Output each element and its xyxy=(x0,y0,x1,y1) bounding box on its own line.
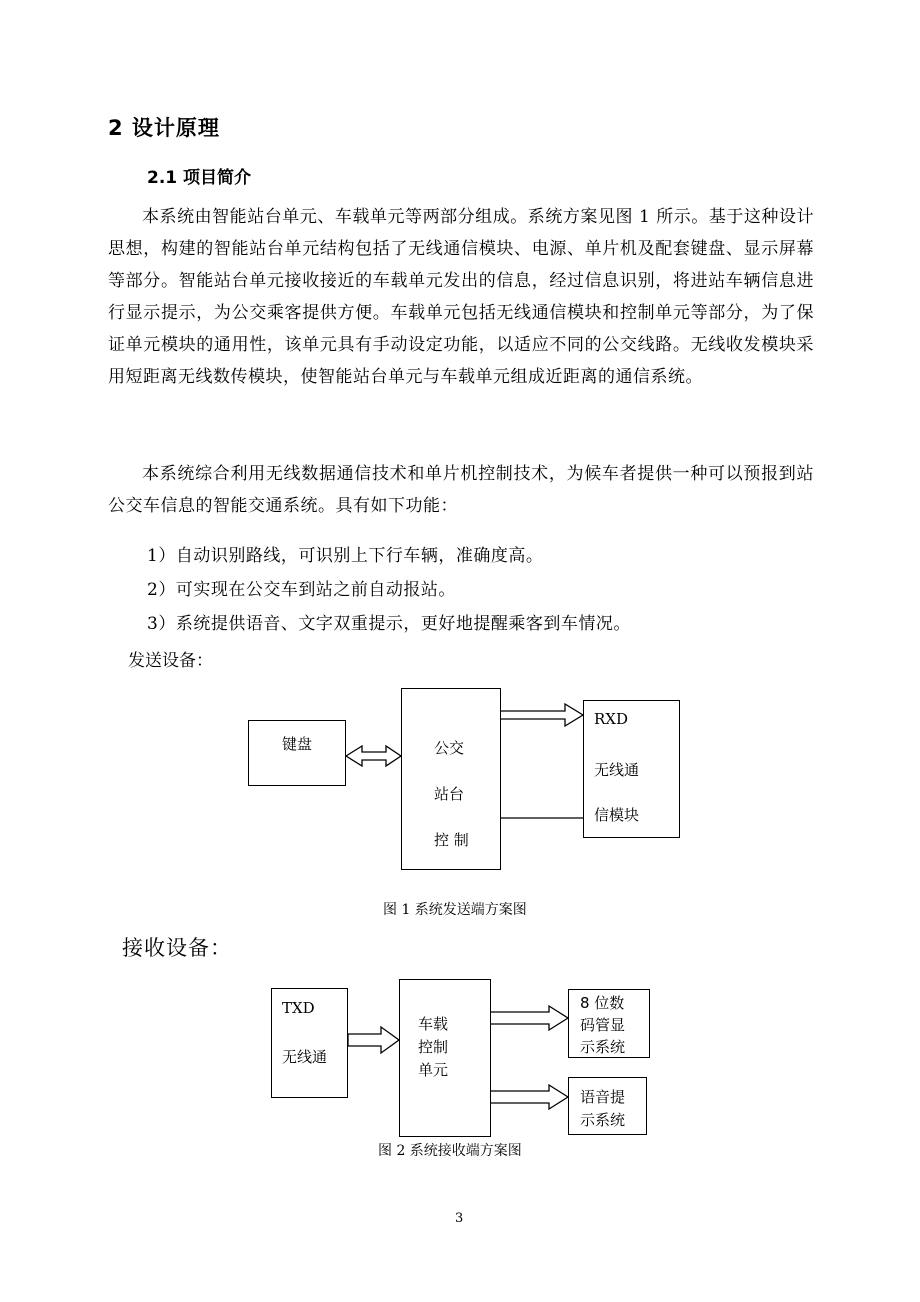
voice-line-2: 示系统 xyxy=(580,1111,626,1129)
fig2-arrow-to-voice xyxy=(490,1085,568,1109)
section-title: 2 设计原理 xyxy=(108,116,220,140)
wireless-module-box-send xyxy=(583,700,680,838)
txd-box xyxy=(271,988,348,1098)
txd-label: TXD xyxy=(282,999,315,1017)
station-control-box xyxy=(401,688,501,870)
station-control-line-3: 控 制 xyxy=(434,831,469,849)
figure1-caption: 图 1 系统发送端方案图 xyxy=(383,902,527,918)
fig1-arrow-to-rxd xyxy=(500,704,583,726)
send-device-label: 发送设备： xyxy=(128,651,213,671)
paragraph-1: 本系统由智能站台单元、车载单元等两部分组成。系统方案见图 1 所示。基于这种设计思想，构建的智能站台单元结构包括了无线通信模块、电源、单片机及配套键盘、显示屏幕等部分。智能站台单元接收接近的车载单元发出的信息，经过信息识别，将进站车辆信息进行显示提示，为公交乘客提供方便。车载单元包括无线通信模块和控制单元等部分，为了保证单元模块的通用性，该单元具有手动设定功能，以适应不同的公交线路。无线收发模块采用短距离无线数传模块，使智能站台单元与车载单元组成近距离的通信系统。 xyxy=(108,207,814,387)
receive-device-label: 接收设备： xyxy=(122,936,232,960)
digital-display-box xyxy=(568,989,650,1058)
keyboard-box xyxy=(248,720,346,786)
feature-item-2: 2）可实现在公交车到站之前自动报站。 xyxy=(147,580,456,600)
txd-wireless-label: 无线通 xyxy=(282,1048,328,1066)
fig2-arrow-to-control xyxy=(348,1027,399,1053)
digital-display-line-1: 8 位数 xyxy=(580,994,625,1012)
vehicle-control-line-1: 车载 xyxy=(418,1015,449,1033)
paragraph-2: 本系统综合利用无线数据通信技术和单片机控制技术，为候车者提供一种可以预报到站公交车信息的智能交通系统。具有如下功能： xyxy=(108,464,814,516)
vehicle-control-box xyxy=(399,979,491,1137)
feature-item-3: 3）系统提供语音、文字双重提示，更好地提醒乘客到车情况。 xyxy=(147,614,631,634)
station-control-line-2: 站台 xyxy=(434,785,465,803)
digital-display-line-2: 码管显 xyxy=(580,1016,626,1034)
digital-display-line-3: 示系统 xyxy=(580,1038,626,1056)
figure2-caption: 图 2 系统接收端方案图 xyxy=(378,1143,522,1159)
station-control-line-1: 公交 xyxy=(434,739,465,757)
subsection-title: 2.1 项目简介 xyxy=(147,168,252,188)
vehicle-control-line-2: 控制 xyxy=(418,1038,449,1056)
voice-prompt-box xyxy=(568,1077,647,1135)
fig1-double-arrow xyxy=(346,746,401,766)
wireless-line-1: 无线通 xyxy=(594,761,640,779)
voice-line-1: 语音提 xyxy=(580,1088,626,1106)
wireless-line-2: 信模块 xyxy=(594,806,640,824)
page-number: 3 xyxy=(455,1211,464,1226)
fig2-arrow-to-display xyxy=(490,1006,568,1030)
feature-item-1: 1）自动识别路线，可识别上下行车辆，准确度高。 xyxy=(147,546,544,566)
vehicle-control-line-3: 单元 xyxy=(418,1061,449,1079)
keyboard-label: 键盘 xyxy=(282,735,313,753)
rxd-label: RXD xyxy=(594,710,628,728)
